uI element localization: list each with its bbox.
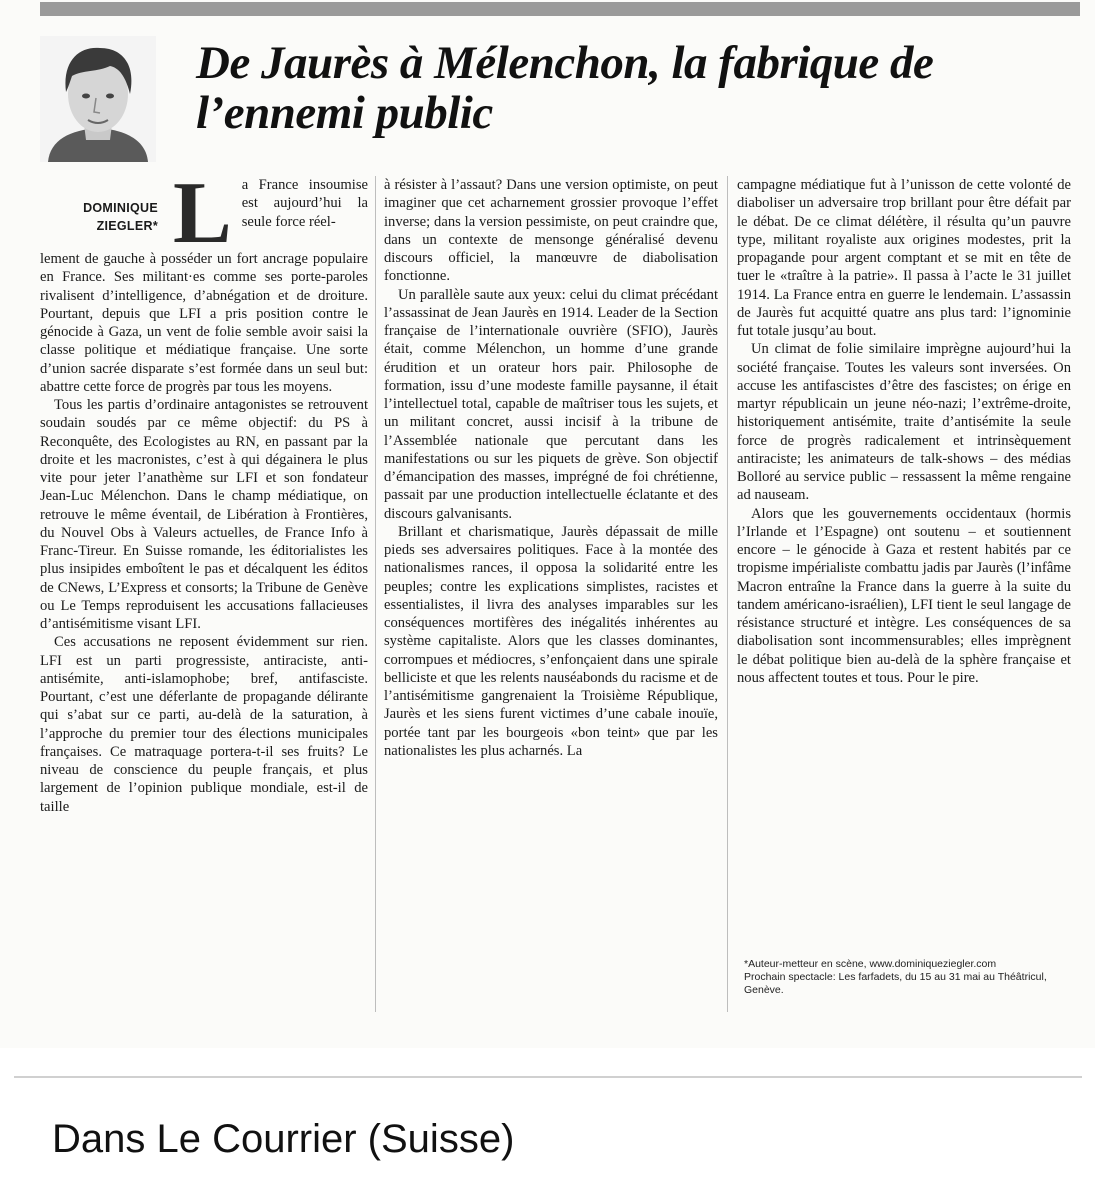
author-portrait-image [40, 36, 156, 162]
drop-cap: L [173, 165, 232, 262]
paragraph: Un parallèle saute aux yeux: celui du climat précédant l’assassinat de Jean Jaurès en 1914. Leader de la Section française de l’internationale ouvrière (SFIO), Jaurès était, comme Mélenchon, un homme d’une grande érudition et un orateur hors pair. Philosophe de formation, issu d’une modeste famille paysanne, il était l’intellectuel total, capable de maîtriser tous les sujets, et un militant concret, aussi incisif à la tribune de l’Assemblée nationale que percutant dans les manifestations ou sur les piquets de grève. Son objectif d’émancipation des masses, imprégné de foi chrétienne, passait par une production intellectuelle éclatante et des discours galvanisants. [384, 286, 718, 522]
source-caption: Dans Le Courrier (Suisse) [52, 1117, 515, 1161]
article-column-3 [737, 176, 1071, 687]
footnote-line: *Auteur-metteur en scène, www.dominiqueziegler.com [744, 958, 997, 970]
caption-separator [14, 1076, 1082, 1078]
author-footnote [744, 958, 1074, 997]
paragraph: Un climat de folie similaire imprègne aujourd’hui la société française. Toutes les valeurs sont inversées. On accuse les antifascistes d’être des fascistes; on érige en martyr républicain un jeune néo-nazi; l’extrême-droite, historiquement antisémite, traite d’antisémite la seule force de progrès radicalement et intrinsèquement antiraciste; les animateurs de talk-shows – des médias Bolloré au service public – ressassent la même rengaine ad nauseam. [737, 341, 1071, 504]
paragraph: campagne médiatique fut à l’unisson de cette volonté de diaboliser un adversaire trop brillant pour être défait par le débat. De ce climat délétère, il résulta qu’un pauvre type, militant royaliste aux origines modestes, prit la propagande pour argent comptant et se mit en tête de tuer le «traître à la patrie». Il passa à l’acte le 31 juillet 1914. La France entra en guerre le lendemain. L’assassin de Jaurès fut acquitté quatre ans plus tard: l’ignominie fut totale jusqu’au bout. [737, 177, 1071, 339]
paragraph: Alors que les gouvernements occidentaux (hormis l’Irlande et l’Espagne) ont soutenu – et soutiennent encore – le génocide à Gaza et restent habités par ce tropisme impérialiste combattu jadis par Jaurès (l’infâme Macron entraîne la France dans la guerre à la suite du tandem américano-israélien), LFI tient le seul langage de résistance structuré et intègre. Les conséquences de sa diabolisation sont incommensurables; elles imprègnent le débat politique bien au-delà de la sphère française et nous affectent toutes et tous. Pour le pire. [737, 505, 1071, 686]
author-first-name: DOMINIQUE [83, 201, 158, 215]
footnote-line: Prochain spectacle: Les farfadets, du 15 au 31 mai au Théâtricul, Genève. [744, 971, 1047, 996]
column-divider [727, 176, 728, 1012]
article-headline: De Jaurès à Mélenchon, la fabrique de l’ennemi public [196, 37, 934, 139]
paragraph: Ces accusations ne reposent évidemment sur rien. LFI est un parti progressiste, antiraciste, anti-antisémite, anti-islamophobe; bref, antifasciste. Pourtant, c’est une déferlante de propagande délirante qui s’abat sur ce parti, au-delà de la saturation, à l’approche du premier tour des élections municipales françaises. Ce matraquage portera-t-il ses fruits? Le niveau de conscience du peuple français, et plus largement de l’opinion publique mondiale, est-il de taille [40, 634, 368, 815]
paragraph: lement de gauche à posséder un fort ancrage populaire en France. Ses militant·es comme ses porte-paroles rivalisent d’intelligence, d’abnégation et de droiture. Pourtant, depuis que LFI a pris position contre le génocide à Gaza, un vent de folie semble avoir saisi la classe politique et médiatique française. Une sorte d’union sacrée disparate s’est formée dans un seul but: abattre cette force de progrès par tous les moyens. [40, 251, 368, 395]
paragraph: Tous les partis d’ordinaire antagonistes se retrouvent soudain soudés par ce même objectif: du PS à Reconquête, des Ecologistes au RN, en passant par la droite et les macronistes, c’est à qui dégainera le plus vite pour jeter l’anathème sur LFI et son fondateur Jean-Luc Mélenchon. Dans le champ médiatique, on retrouve le même éventail, de Libération à Frontières, du Nouvel Obs à Valeurs actuelles, de France Info à Franc-Tireur. En Suisse romande, les éditorialistes les plus insipides emboîtent le pas et décalquent les éditos de CNews, L’Express et consorts; la Tribune de Genève ou Le Temps reproduisent les accusations fallacieuses d’antisémitisme visant LFI. [40, 397, 368, 632]
column-divider [375, 176, 376, 1012]
paragraph: à résister à l’assaut? Dans une version optimiste, on peut imaginer que cet acharnement grossier provoque l’effet inverse; dans la version pessimiste, on peut craindre que, dans un contexte de mensonge généralisé devenu discours officiel, la manœuvre de diabolisation fonctionne. [384, 177, 718, 285]
paragraph: Brillant et charismatique, Jaurès dépassait de mille pieds ses adversaires politiques. Face à la montée des nationalismes rances, il opposa la solidarité entre les peuples; contre les explications simplistes, racistes et essentialistes, il livra des analyses imparables sur les conséquences mortifères des inégalités inhérentes au système capitaliste. Alors que les classes dominantes, corrompues et médiocres, s’enfonçaient dans une spirale belliciste et que les relents nauséabonds du racisme et de l’antisémitisme gangrenaient la Troisième République, Jaurès et les siens furent victimes d’une cabale inouïe, portée tant par les bourgeois «bon teint» que par les nationalistes les plus acharnés. La [384, 523, 718, 759]
author-last-name: ZIEGLER* [96, 219, 158, 233]
author-portrait [40, 36, 156, 162]
article-column-2 [384, 176, 718, 760]
top-rule-bar [40, 2, 1080, 16]
article-column-1 [40, 165, 368, 816]
lede-block [173, 165, 368, 262]
lede-text: a France insoumise est aujourd’hui la seule force réel- [241, 177, 368, 230]
